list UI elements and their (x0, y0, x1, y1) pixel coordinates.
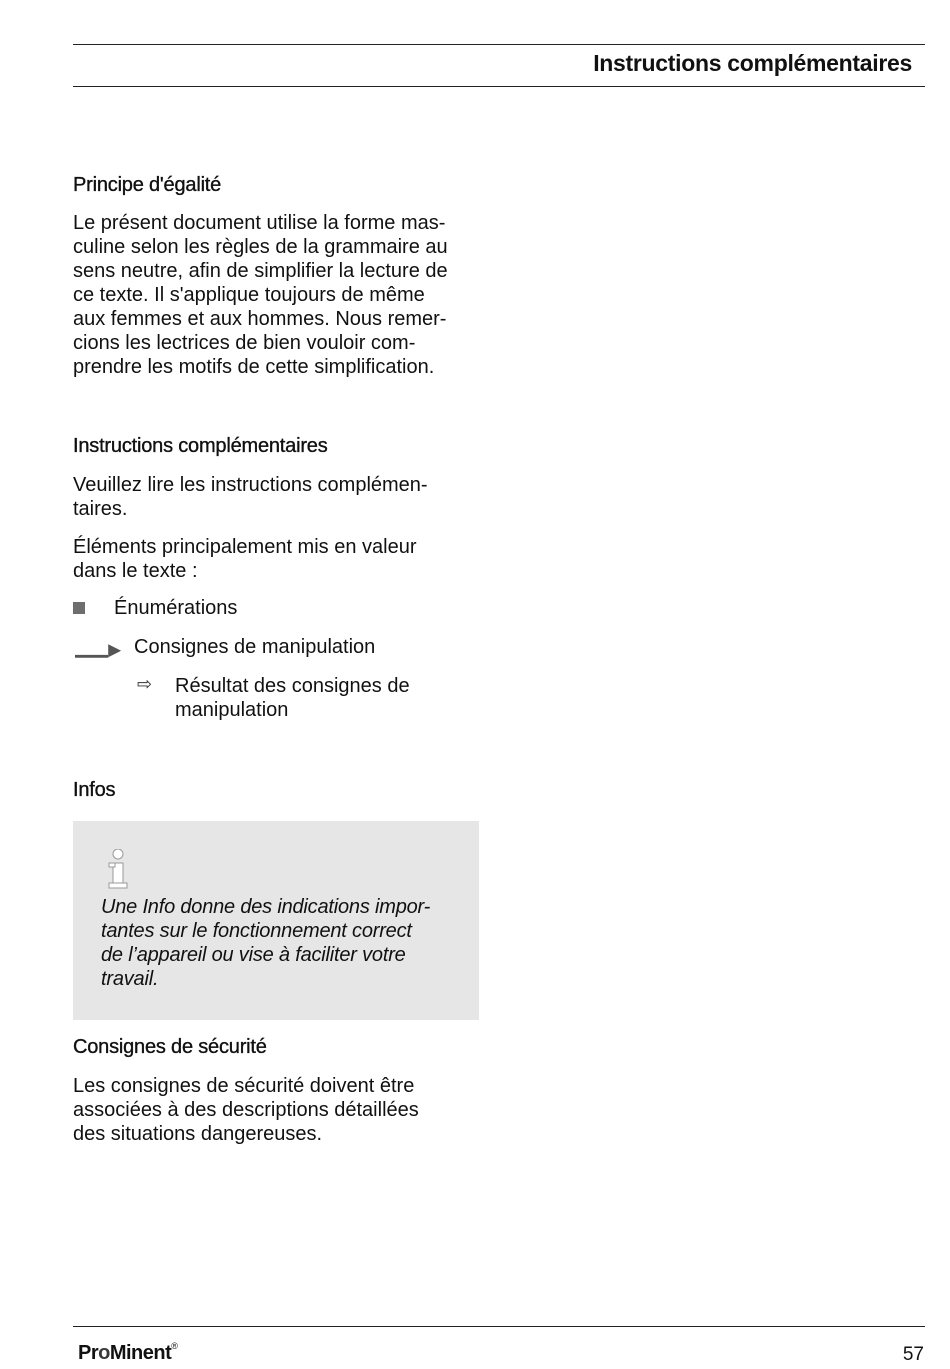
prominent-logo (78, 1341, 177, 1365)
equality-line: Le présent document utilise la forme mas- (73, 212, 446, 234)
header-top-rule (73, 44, 925, 45)
section-infos (73, 779, 483, 802)
result-line: manipulation (175, 699, 289, 721)
info-line: de l’appareil ou vise à faciliter votre (101, 944, 406, 966)
list-item-result (73, 674, 473, 724)
logo-text: Minent (109, 1342, 172, 1364)
info-i-icon (103, 849, 133, 891)
info-box (73, 821, 479, 1020)
list-item-enumeration (73, 597, 473, 621)
info-line: Une Info donne des indications impor- (101, 896, 431, 918)
equality-line: cions les lectrices de bien vouloir com- (73, 332, 416, 354)
instructions-heading: Instructions complémentaires (73, 435, 328, 457)
safety-line: Les consignes de sécurité doivent être (73, 1075, 415, 1097)
safety-heading: Consignes de sécurité (73, 1036, 267, 1058)
page-number: 57 (902, 1344, 924, 1365)
step-label: Consignes de manipulation (134, 636, 376, 658)
section-equality (73, 174, 483, 197)
square-bullet-icon (73, 602, 85, 614)
equality-heading: Principe d'égalité (73, 174, 222, 196)
safety-line: associées à des descriptions détaillées (73, 1099, 419, 1121)
instructions-intro-line: Veuillez lire les instructions complémen- (73, 474, 428, 496)
infos-heading: Infos (73, 779, 116, 801)
safety-paragraph (73, 1074, 483, 1146)
instructions-highlight (73, 535, 483, 583)
header-bottom-rule (73, 86, 925, 87)
registered-mark: ® (171, 1341, 178, 1351)
list-item-step (73, 636, 473, 666)
header-title: Instructions complémentaires (593, 50, 912, 76)
result-arrow-icon: ⇨ (137, 674, 153, 694)
info-line: travail. (101, 968, 159, 990)
equality-paragraph (73, 211, 483, 379)
equality-line: aux femmes et aux hommes. Nous remer- (73, 308, 447, 330)
instructions-intro (73, 473, 483, 521)
logo-text: Pr (78, 1342, 99, 1364)
step-arrow-icon (73, 636, 125, 660)
info-line: tantes sur le fonctionnement correct (101, 920, 412, 942)
logo-text: o (98, 1342, 110, 1364)
instructions-intro-line: taires. (73, 498, 128, 520)
equality-line: ce texte. Il s'applique toujours de même (73, 284, 425, 306)
equality-line: sens neutre, afin de simplifier la lecture de (73, 260, 448, 282)
result-line: Résultat des consignes de (175, 675, 410, 697)
section-safety (73, 1036, 483, 1059)
highlight-line: dans le texte : (73, 560, 198, 582)
enumeration-label: Énumérations (114, 597, 238, 619)
footer-rule (73, 1326, 925, 1327)
equality-line: prendre les motifs de cette simplification. (73, 356, 435, 378)
safety-line: des situations dangereuses. (73, 1123, 323, 1145)
highlight-line: Éléments principalement mis en valeur (73, 536, 417, 558)
info-text (101, 895, 471, 991)
section-instructions (73, 435, 483, 458)
equality-line: culine selon les règles de la grammaire au (73, 236, 448, 258)
